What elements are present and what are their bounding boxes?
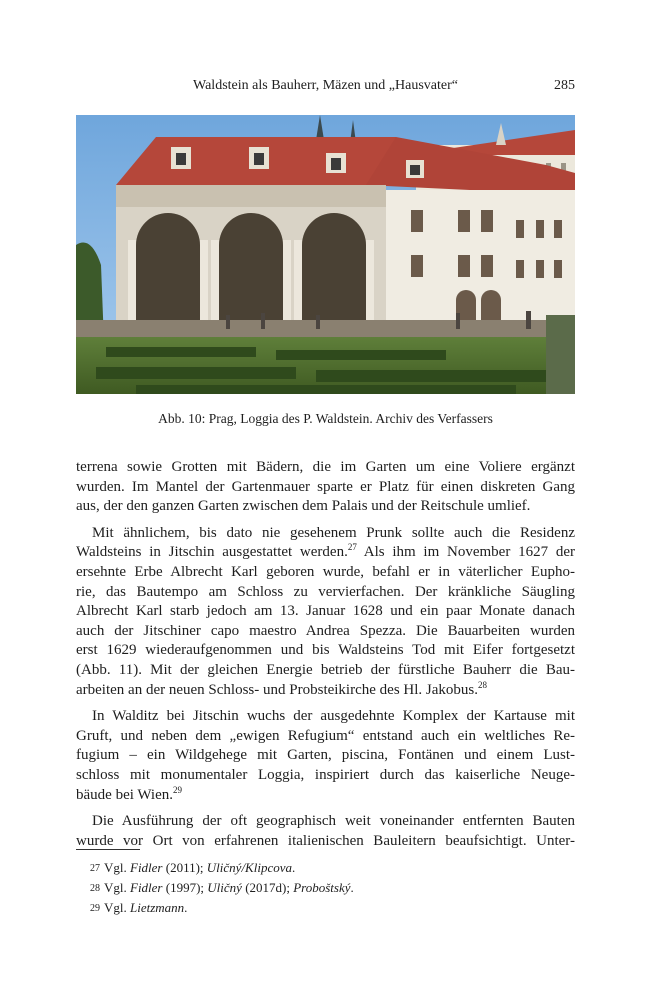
footnote-ref: 29 [173, 784, 183, 795]
running-title: Waldstein als Bauherr, Mäzen und „Hausvater“ [193, 78, 458, 93]
text-line: In Walditz bei Jitschin wuchs der ausgedehnte Komplex der Kartause mit [92, 708, 575, 725]
text-line: Gruft, und neben dem „ewigen Refugium“ entstand auch ein weltliches Re- [76, 727, 575, 744]
footnote-29: 29 Vgl. Lietzmann. [90, 900, 188, 915]
text-line: ersehnte Erbe Albrecht Karl geboren wurde, befahl er in väterlicher Eupho- [76, 563, 575, 580]
text-line: schloss mit monumentaler Loggia, inspiriert durch das kaiserliche Neuge- [76, 766, 575, 783]
running-head [76, 76, 575, 96]
page-number: 285 [554, 78, 575, 93]
footnote-ref: 28 [478, 679, 487, 690]
text-line: Die Ausführung der oft geographisch weit voneinander entfernten Bauten [92, 813, 575, 830]
body-text [76, 458, 575, 858]
figure-photo [76, 115, 575, 394]
footnotes [90, 858, 570, 918]
figure-caption: Abb. 10: Prag, Loggia des P. Waldstein. Archiv des Verfassers [158, 411, 493, 426]
text-line: erst 1629 wiederaufgenommen und bis Waldsteins Tod mit Eifer fortgesetzt [76, 642, 575, 659]
paragraph-1 [76, 458, 575, 517]
text-line: wurden. Im Mantel der Gartenmauer sparte er Platz für einen diskreten Gang [76, 478, 575, 495]
text-line: Waldsteins in Jitschin ausgestattet werden.$^{27}$ Als ihm im November 1627 der [76, 542, 575, 561]
text-line: fugium – ein Wildgehege mit Garten, piscina, Fontänen und einem Lust- [76, 747, 575, 764]
text-line: terrena sowie Grotten mit Bädern, die im Garten um eine Voliere ergänzt [76, 459, 575, 475]
footnote-27: 27 Vgl. Fidler (2011); Uličný/Klipcova. [90, 860, 296, 875]
text-line: wurde vor Ort von erfahrenen italienischen Bauleitern beaufsichtigt. Unter- [76, 832, 575, 849]
paragraph-4 [76, 812, 575, 851]
text-line: arbeiten an der neuen Schloss- und Probsteikirche des Hl. Jakobus.$^{28}$ [76, 679, 487, 698]
footnote-divider [76, 849, 140, 850]
loggia-arches [136, 213, 366, 320]
text-line: auch der Jitschiner capo maestro Andrea Spezza. Die Bauarbeiten wurden [76, 622, 575, 639]
footnote-ref: 27 [347, 542, 357, 553]
paragraph-3 [76, 707, 575, 805]
paragraph-2 [76, 524, 575, 700]
text-line: rie, das Bautempo am Schloss zu vervierfachen. Der kränkliche Säugling [76, 583, 575, 600]
text-line: Albrecht Karl starb jedoch am 13. Januar 1628 und ein paar Monate danach [76, 603, 575, 620]
footnote-28: 28 Vgl. Fidler (1997); Uličný (2017d); Proboštský. [90, 880, 354, 895]
text-line: aus, der den ganzen Garten zwischen dem Palais und der Reitschule umlief. [76, 498, 531, 515]
text-line: bäude bei Wien.$^{29}$ [76, 784, 183, 803]
text-line: Mit ähnlichem, bis dato nie gesehenem Prunk sollte auch die Residenz [92, 524, 575, 541]
text-line: (Abb. 11). Mit der gleichen Energie betrieb der fürstliche Bauherr die Bau- [76, 661, 575, 678]
